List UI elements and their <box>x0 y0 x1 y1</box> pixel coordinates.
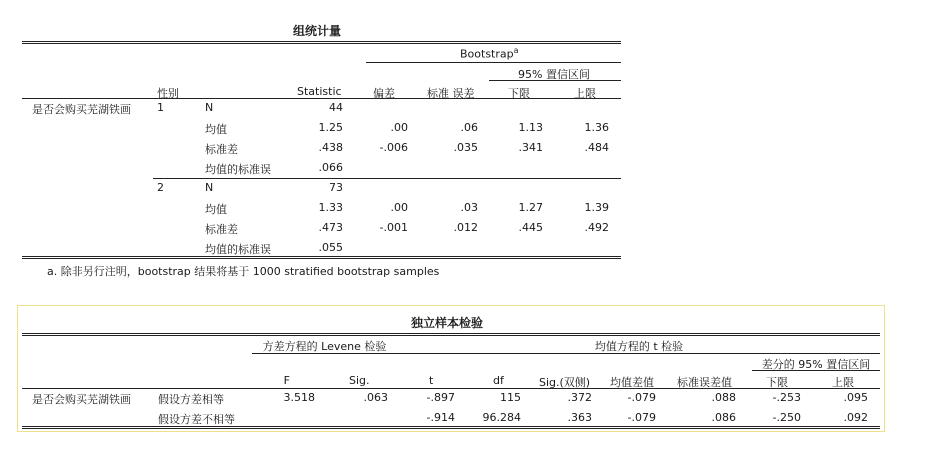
df-header: df <box>493 374 504 387</box>
table1-top-rule <box>22 41 621 44</box>
bootstrap-rule <box>366 62 621 63</box>
table2-title: 独立样本检验 <box>411 316 484 330</box>
table2-top-rule <box>22 333 880 336</box>
std-error-header: 标准 误差 <box>427 87 475 100</box>
ttest-header: 均值方程的 t 检验 <box>594 340 684 353</box>
group-label: 2 <box>157 181 164 194</box>
group-label: 1 <box>157 101 164 114</box>
table1-bottom-rule <box>22 256 621 259</box>
lower-header: 下限 <box>766 376 788 389</box>
gender-header: 性别 <box>157 87 179 100</box>
table2-row-label: 是否会购买芜湖铁画 <box>32 393 131 406</box>
mean-diff-header: 均值差值 <box>610 376 654 389</box>
F-header: F <box>283 374 290 387</box>
sig2-header: Sig.(双侧) <box>539 376 591 389</box>
table1-title: 组统计量 <box>293 24 342 38</box>
table2-bottom-rule <box>22 426 880 429</box>
lower-header: 下限 <box>508 87 530 100</box>
ci-header: 95% 置信区间 <box>518 68 590 81</box>
statistic-header: Statistic <box>297 85 342 98</box>
t-header: t <box>429 374 434 387</box>
ci-rule <box>489 80 621 81</box>
table1-row-label: 是否会购买芜湖铁画 <box>32 103 131 116</box>
upper-header: 上限 <box>574 87 596 100</box>
group-header-rule <box>252 353 880 354</box>
bias-header: 偏差 <box>373 87 395 100</box>
upper-header: 上限 <box>832 376 854 389</box>
diff-ci-header: 差分的 95% 置信区间 <box>761 358 871 371</box>
levene-header: 方差方程的 Levene 检验 <box>262 340 387 353</box>
sig-header: Sig. <box>349 374 370 387</box>
table2-header-rule <box>22 388 880 389</box>
table1-header-rule <box>22 98 621 99</box>
bootstrap-header: Bootstrap$^a$ <box>460 46 519 61</box>
table1-footnote: a. 除非另行注明，bootstrap 结果将基于 1000 stratified bootstrap samples <box>47 265 440 278</box>
se-diff-header: 标准误差值 <box>677 376 732 389</box>
group-divider <box>153 178 621 179</box>
diff-ci-rule <box>752 370 880 371</box>
